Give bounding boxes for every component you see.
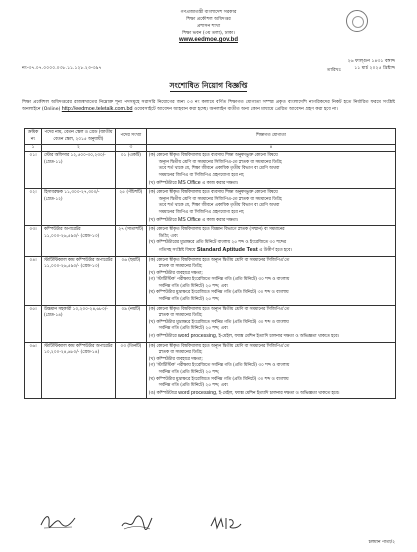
vacancy-table — [24, 128, 396, 399]
notice-title-text: সংশোধিত নিয়োগ বিজ্ঞপ্তি — [169, 81, 248, 90]
qual-line — [149, 390, 393, 398]
qual-line: সর্বনিম্ন গতি (প্রতি মিনিটে) ২৫ শব্দ; এবং — [158, 383, 229, 389]
row-qualification — [146, 305, 395, 342]
application-url-link[interactable]: http://eedmoe.teletalk.com.bd — [61, 106, 133, 112]
qual-line: (খ) কম্পিউটার ব্যবহারে দক্ষতা; — [148, 356, 203, 362]
qual-line: (খ) কম্পিউটার মুদ্রাক্ষরে ইংরেজিতে সর্বনিম্ন গতি (প্রতি মিনিটে) ৩০ শব্দ ও বাংলায় — [148, 319, 289, 325]
row-post: উচ্চমান সহকারী ১০,২০০-২৪,৬৮০/- (গ্রেড-১৪) — [41, 305, 115, 342]
qual-line: (খ) কম্পিউটার ব্যবহারে দক্ষতা; — [148, 270, 203, 276]
qual-line: (ক) কোনো স্বীকৃত বিশ্ববিদ্যালয় হতে অন্যূন দ্বিতীয় শ্রেণি বা সমমানের সিজিপিএ'তে — [148, 343, 290, 349]
column-number: ২ — [41, 145, 115, 152]
row-post: স্টোর অফিসার ১২,৫০০-৩০,২৩০/- (গ্রেড-১১) — [41, 152, 115, 189]
table-row — [25, 226, 396, 256]
qual-text: এ উত্তীর্ণ হতে হবে। — [257, 247, 292, 253]
date-bangla: ২৬ ফাল্গুন ১৪৩১ বঙ্গাব্দ — [347, 59, 395, 64]
column-number: ১ — [25, 145, 42, 152]
row-qualification — [146, 152, 395, 189]
table-row — [25, 152, 396, 189]
row-count: ০১ (একটি) — [115, 152, 146, 189]
row-count: ০৯ (নয়টি) — [115, 305, 146, 342]
header-line-4: শিক্ষা ভবন (৩য় তলা), ঢাকা। — [182, 31, 235, 36]
qual-line: সমমানের জিপিএ বা সিজিপিএ গ্রহণযোগ্য হবে না; — [158, 172, 245, 178]
header-line-1: গণপ্রজাতন্ত্রী বাংলাদেশ সরকার — [180, 10, 237, 15]
row-qualification — [146, 342, 395, 399]
row-qualification — [146, 189, 395, 226]
qual-line: অন্যূন দ্বিতীয় শ্রেণি বা সমমানের সিজিপিএ-তে স্নাতক বা সমমানের ডিগ্রি; — [158, 196, 283, 202]
row-count: ০৬ (ছয়টি) — [115, 256, 146, 305]
qual-line: (গ) 'স্টাটিস্টিক' পরীক্ষায় ইংরেজিতে সর্বনিম্ন গতি (প্রতি মিনিটে) ৩০ শব্দ ও বাংলায় — [148, 277, 290, 283]
table-header-row — [25, 129, 396, 145]
row-post: স্টাটিস্টিক্যাল কাম কম্পিউটার অপারেটর ১০,২০০-২৪,৬৮০/- (গ্রেড-১৪) — [41, 342, 115, 399]
intro-part-1: শিক্ষা প্রকৌশল অধিদপ্তরের রাজস্বখাতের নিম্নোক্ত শূন্য পদসমূহে সরাসরি নিয়োগের জন্য ০৩ নং কলামে বর্ণিত শিক্ষাগত যোগ্যতা সম্পন্ন প্রকৃত বাংলাদেশি নাগরিকদের নিকট হতে নির্ধারিত ফরমে সংশ্লিষ্ট অনলাইনে (Online) — [22, 100, 395, 112]
qual-term: word processing — [178, 389, 217, 396]
table-row — [25, 342, 396, 399]
qual-text: , ই-মেইল, ফ্যাক্স মেশিন ইত্যাদি চালনার দক্ষতা ও অভিজ্ঞতা থাকতে হবে। — [215, 334, 340, 340]
qual-line: (ক) কোনো স্বীকৃত বিশ্ববিদ্যালয় হতে ব্যবসায় শিক্ষা অনুষদভুক্ত কোনো বিষয়ে — [148, 190, 278, 196]
row-post: কম্পিউটার অপারেটর ১১,০০০-২৬,৫৯০/- (গ্রেড-১৩) — [41, 226, 115, 256]
qual-text: , ই-মেইল, ফ্যাক্স মেশিন ইত্যাদি চালনার দক্ষতা ও অভিজ্ঞতা থাকতে হবে। — [216, 390, 340, 396]
intro-paragraph — [22, 99, 395, 113]
row-count: ২৫ (পঁচিশটি) — [115, 189, 146, 226]
qual-term: word processing — [177, 333, 216, 340]
signature-3-icon — [209, 514, 243, 534]
header-count: পদের সংখ্যা — [115, 129, 146, 145]
row-post: স্টাটিস্টিক্যাল কাম কম্পিউটার অপারেটর ১১,০০০-২৬,৫৯০/- (গ্রেড-১৩) — [41, 256, 115, 305]
qual-term: Standard Aptitude Test — [196, 246, 258, 253]
qual-line: (ক) কোনো স্বীকৃত বিশ্ববিদ্যালয় হতে অন্যূন দ্বিতীয় শ্রেণি বা সমমানের সিজিপিএ'তে — [148, 257, 290, 263]
qual-line: (ক) কোনো স্বীকৃত বিশ্ববিদ্যালয় হতে অন্যূন দ্বিতীয় শ্রেণি বা সমমানের সিজিপিএ'তে — [148, 306, 290, 312]
qual-line: তবে শর্ত থাকে যে, শিক্ষা জীবনে একাধিক তৃতীয় বিভাগ বা শ্রেণি অথবা — [158, 166, 280, 172]
qual-text: (খ) কম্পিউটারে — [148, 217, 178, 223]
qual-line: অন্যূন দ্বিতীয় শ্রেণি বা সমমানের সিজিপিএ-তে স্নাতক বা সমমানের ডিগ্রি; — [158, 159, 283, 165]
qual-line — [149, 247, 393, 255]
qual-text: (খ) কম্পিউটারে — [148, 180, 178, 186]
row-serial: ০৬। — [25, 342, 42, 399]
date-english: ১১ মার্চ ২০২৫ খ্রিষ্টাব্দ — [354, 65, 395, 71]
qual-text: এ কাজ করার দক্ষতা। — [200, 217, 239, 223]
column-number: ৪ — [146, 145, 395, 152]
qual-line: সমমানের জিপিএ বা সিজিপিএ গ্রহণযোগ্য হবে না; — [158, 209, 245, 215]
continued-note: চলমান পাতা/২ — [368, 540, 395, 545]
memo-number: নং-৩৭.০৭.০০০০.০৩৮.১১.১২৮.২৩-৩৯৭ — [22, 66, 102, 71]
header-serial: ক্রমিক নং — [25, 129, 42, 145]
row-serial: ০৩। — [25, 226, 42, 256]
column-number-row — [25, 145, 396, 152]
header-line-3: প্রশাসন শাখা — [196, 24, 221, 29]
qual-text: (ঙ) কম্পিউটারে — [148, 390, 179, 396]
notice-title — [0, 81, 417, 93]
qual-text: গতিসহ সংশ্লিষ্ট বিষয়ে — [158, 247, 197, 253]
header-line-2: শিক্ষা প্রকৌশল অধিদপ্তর — [186, 17, 231, 22]
header-website-link[interactable]: www.eedmoe.gov.bd — [178, 37, 238, 43]
table-row — [25, 189, 396, 226]
qual-line: (ক) কোনো স্বীকৃত বিশ্ববিদ্যালয় হতে ব্যবসায় শিক্ষা অনুষদভুক্ত কোনো বিষয়ে — [148, 153, 278, 159]
qual-line: (খ) কম্পিউটারের মুদ্রাক্ষরে প্রতি মিনিটে বাংলায় ২৫ শব্দ ও ইংরেজিতে ৩০ শব্দের — [148, 240, 286, 246]
header-post: পদের নাম, বেতন স্কেল ও গ্রেড (জাতীয় বেতন স্কেল, ২০১৫ অনুযায়ী) — [41, 129, 115, 145]
row-post: হিসাবরক্ষক ১১,৩০০-২৭,৩০০/- (গ্রেড-১২) — [41, 189, 115, 226]
qual-line: সর্বনিম্ন গতি (প্রতি মিনিটে) ২৫ শব্দ; এবং — [158, 326, 229, 332]
date-label: তারিখঃ — [327, 68, 342, 73]
qual-line: (ক) কোনো স্বীকৃত বিশ্ববিদ্যালয় হতে বিজ্ঞান বিভাগে স্নাতক (সম্মান) বা সমমানের — [148, 227, 285, 233]
header-qualification: শিক্ষাগত যোগ্যতা — [146, 129, 395, 145]
qual-line: (ঘ) কম্পিউটার মুদ্রাক্ষরে ইংরেজিতে সর্বনিম্ন গতি (প্রতি মিনিটে) ৩০ শব্দ ও বাংলায় — [148, 376, 289, 382]
row-count: ০৩ (তিনটি) — [115, 342, 146, 399]
signature-2-icon — [120, 512, 154, 534]
signature-1-icon — [38, 510, 78, 532]
table-row — [25, 256, 396, 305]
qual-line: ডিগ্রি; এবং — [158, 233, 178, 239]
row-qualification — [146, 226, 395, 256]
qual-term: MS Office — [177, 216, 201, 223]
qual-line: সর্বনিম্ন গতি (প্রতি মিনিটে) ২৫ শব্দ; এবং — [158, 283, 229, 289]
qual-line: (ঘ) কম্পিউটার মুদ্রাক্ষরে ইংরেজিতে সর্বনিম্ন গতি (প্রতি মিনিটে) ৩০ শব্দ ও বাংলায় — [148, 290, 289, 296]
qual-text: (গ) কম্পিউটারে — [148, 334, 178, 340]
row-serial: ০২। — [25, 189, 42, 226]
qual-line: সর্বনিম্ন গতি (প্রতি মিনিটে) ২৫ শব্দ; — [158, 297, 220, 303]
qual-text: এ কাজ করার দক্ষতা। — [200, 180, 239, 186]
qual-line — [149, 333, 393, 341]
row-count: ২৭ (সাতাশটি) — [115, 226, 146, 256]
table-row — [25, 305, 396, 342]
row-serial: ০৪। — [25, 256, 42, 305]
office-seal-icon — [346, 10, 368, 32]
qual-line: (গ) 'স্টাটিস্টিক' পরীক্ষায় ইংরেজিতে সর্বনিম্ন গতি (প্রতি মিনিটে) ৩০ শব্দ ও বাংলায় — [148, 363, 290, 369]
row-qualification — [146, 256, 395, 305]
qual-line: স্নাতক বা সমমানের ডিগ্রি; — [158, 264, 203, 270]
row-serial: ০৫। — [25, 305, 42, 342]
qual-line: সর্বনিম্ন গতি (প্রতি মিনিটে) ২৫ শব্দ; — [158, 370, 220, 375]
qual-line: স্নাতক বা সমমানের ডিগ্রি; — [158, 350, 203, 356]
qual-term: MS Office — [177, 179, 201, 186]
qual-line — [149, 180, 393, 188]
column-number: ৩ — [115, 145, 146, 152]
intro-part-2: ওয়েবসাইটে আবেদন আহবান করা হচ্ছে। অনলাইন ব্যতীত অন্য কোন মাধ্যমে প্রেরিত আবেদন গ্রহণ করা হবে না। — [133, 107, 338, 112]
row-serial: ০১। — [25, 152, 42, 189]
qual-line: স্নাতক বা সমমানের ডিগ্রি; — [158, 313, 203, 319]
qual-line — [149, 217, 393, 225]
qual-line: তবে শর্ত থাকে যে, শিক্ষা জীবনে একাধিক তৃতীয় বিভাগ বা শ্রেণি অথবা — [158, 203, 280, 209]
date-block — [348, 59, 395, 72]
